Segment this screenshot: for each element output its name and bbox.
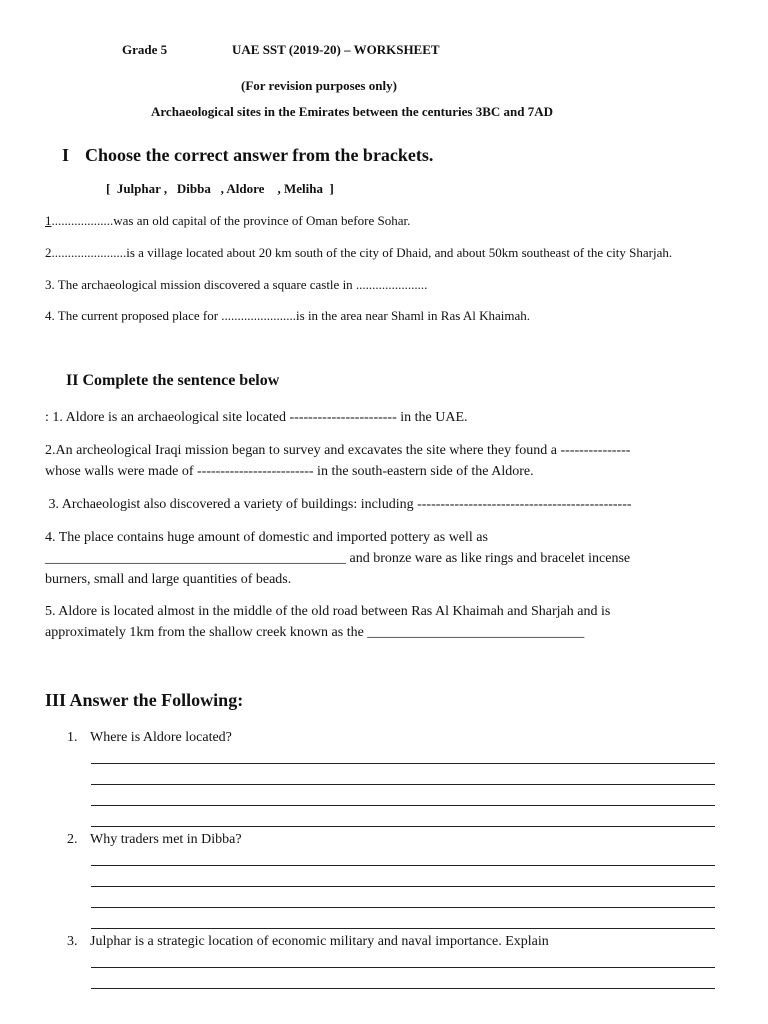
answer-line[interactable] xyxy=(91,988,715,989)
answer-line[interactable] xyxy=(91,805,715,806)
s2-question-1: : 1. Aldore is an archaeological site located ----------------------- in the UAE. xyxy=(45,410,468,425)
section-1-numeral: I xyxy=(62,145,70,165)
s3-question-2-number: 2. xyxy=(67,832,78,847)
s1-question-4: 4. The current proposed place for .......................is in the area near Shaml in Ras Al Khaimah. xyxy=(45,308,530,323)
revision-note: (For revision purposes only) xyxy=(241,78,397,93)
s1-question-2: 2.......................is a village located about 20 km south of the city of Dhaid, and about 50km southeast of the city Sharjah. xyxy=(45,245,673,260)
s1-question-3: 3. The archaeological mission discovered a square castle in ...................... xyxy=(45,277,428,292)
s2-question-4-line3: burners, small and large quantities of beads. xyxy=(45,572,292,587)
s2-question-2-line2: whose walls were made of ------------------------- in the south-eastern side of the Aldore. xyxy=(45,464,534,479)
s2-question-3: 3. Archaeologist also discovered a variety of buildings: including ---------------------------------------------- xyxy=(45,497,632,512)
section-2-heading: II Complete the sentence below xyxy=(66,372,280,389)
answer-line[interactable] xyxy=(91,763,715,764)
worksheet-title: UAE SST (2019-20) – WORKSHEET xyxy=(232,42,440,57)
s2-question-4-line1: 4. The place contains huge amount of domestic and imported pottery as well as xyxy=(45,530,488,545)
s1-q1-text: ...................was an old capital of the province of Oman before Sohar. xyxy=(51,213,411,228)
s3-question-3-text: Julphar is a strategic location of economic military and naval importance. Explain xyxy=(90,934,549,949)
answer-line[interactable] xyxy=(91,865,715,866)
s2-question-5-line1: 5. Aldore is located almost in the middle of the old road between Ras Al Khaimah and Sharjah and is xyxy=(45,604,611,619)
topic-title: Archaeological sites in the Emirates between the centuries 3BC and 7AD xyxy=(151,104,553,119)
answer-line[interactable] xyxy=(91,826,715,827)
section-1-heading: Choose the correct answer from the brackets. xyxy=(85,145,434,165)
s1-question-1 xyxy=(45,213,410,229)
answer-line[interactable] xyxy=(91,784,715,785)
answer-line[interactable] xyxy=(91,928,715,929)
s2-question-4-line2: ___________________________________________ and bronze ware as like rings and bracelet incense xyxy=(45,551,631,566)
answer-line[interactable] xyxy=(91,967,715,968)
s1-q1-number: 1 xyxy=(45,213,52,228)
grade-label: Grade 5 xyxy=(122,42,168,57)
s3-question-1-number: 1. xyxy=(67,730,78,745)
answer-line[interactable] xyxy=(91,907,715,908)
s3-question-1-text: Where is Aldore located? xyxy=(90,730,232,745)
answer-line[interactable] xyxy=(91,886,715,887)
s3-question-2-text: Why traders met in Dibba? xyxy=(90,832,242,847)
s2-question-2-line1: 2.An archeological Iraqi mission began to survey and excavates the site where they found a --------------- xyxy=(45,443,631,458)
section-3-heading: III Answer the Following: xyxy=(45,690,244,710)
s3-question-3-number: 3. xyxy=(67,934,78,949)
answer-options: [ Julphar , Dibba , Aldore , Meliha ] xyxy=(106,181,334,196)
s2-question-5-line2: approximately 1km from the shallow creek known as the _______________________________ xyxy=(45,625,585,640)
